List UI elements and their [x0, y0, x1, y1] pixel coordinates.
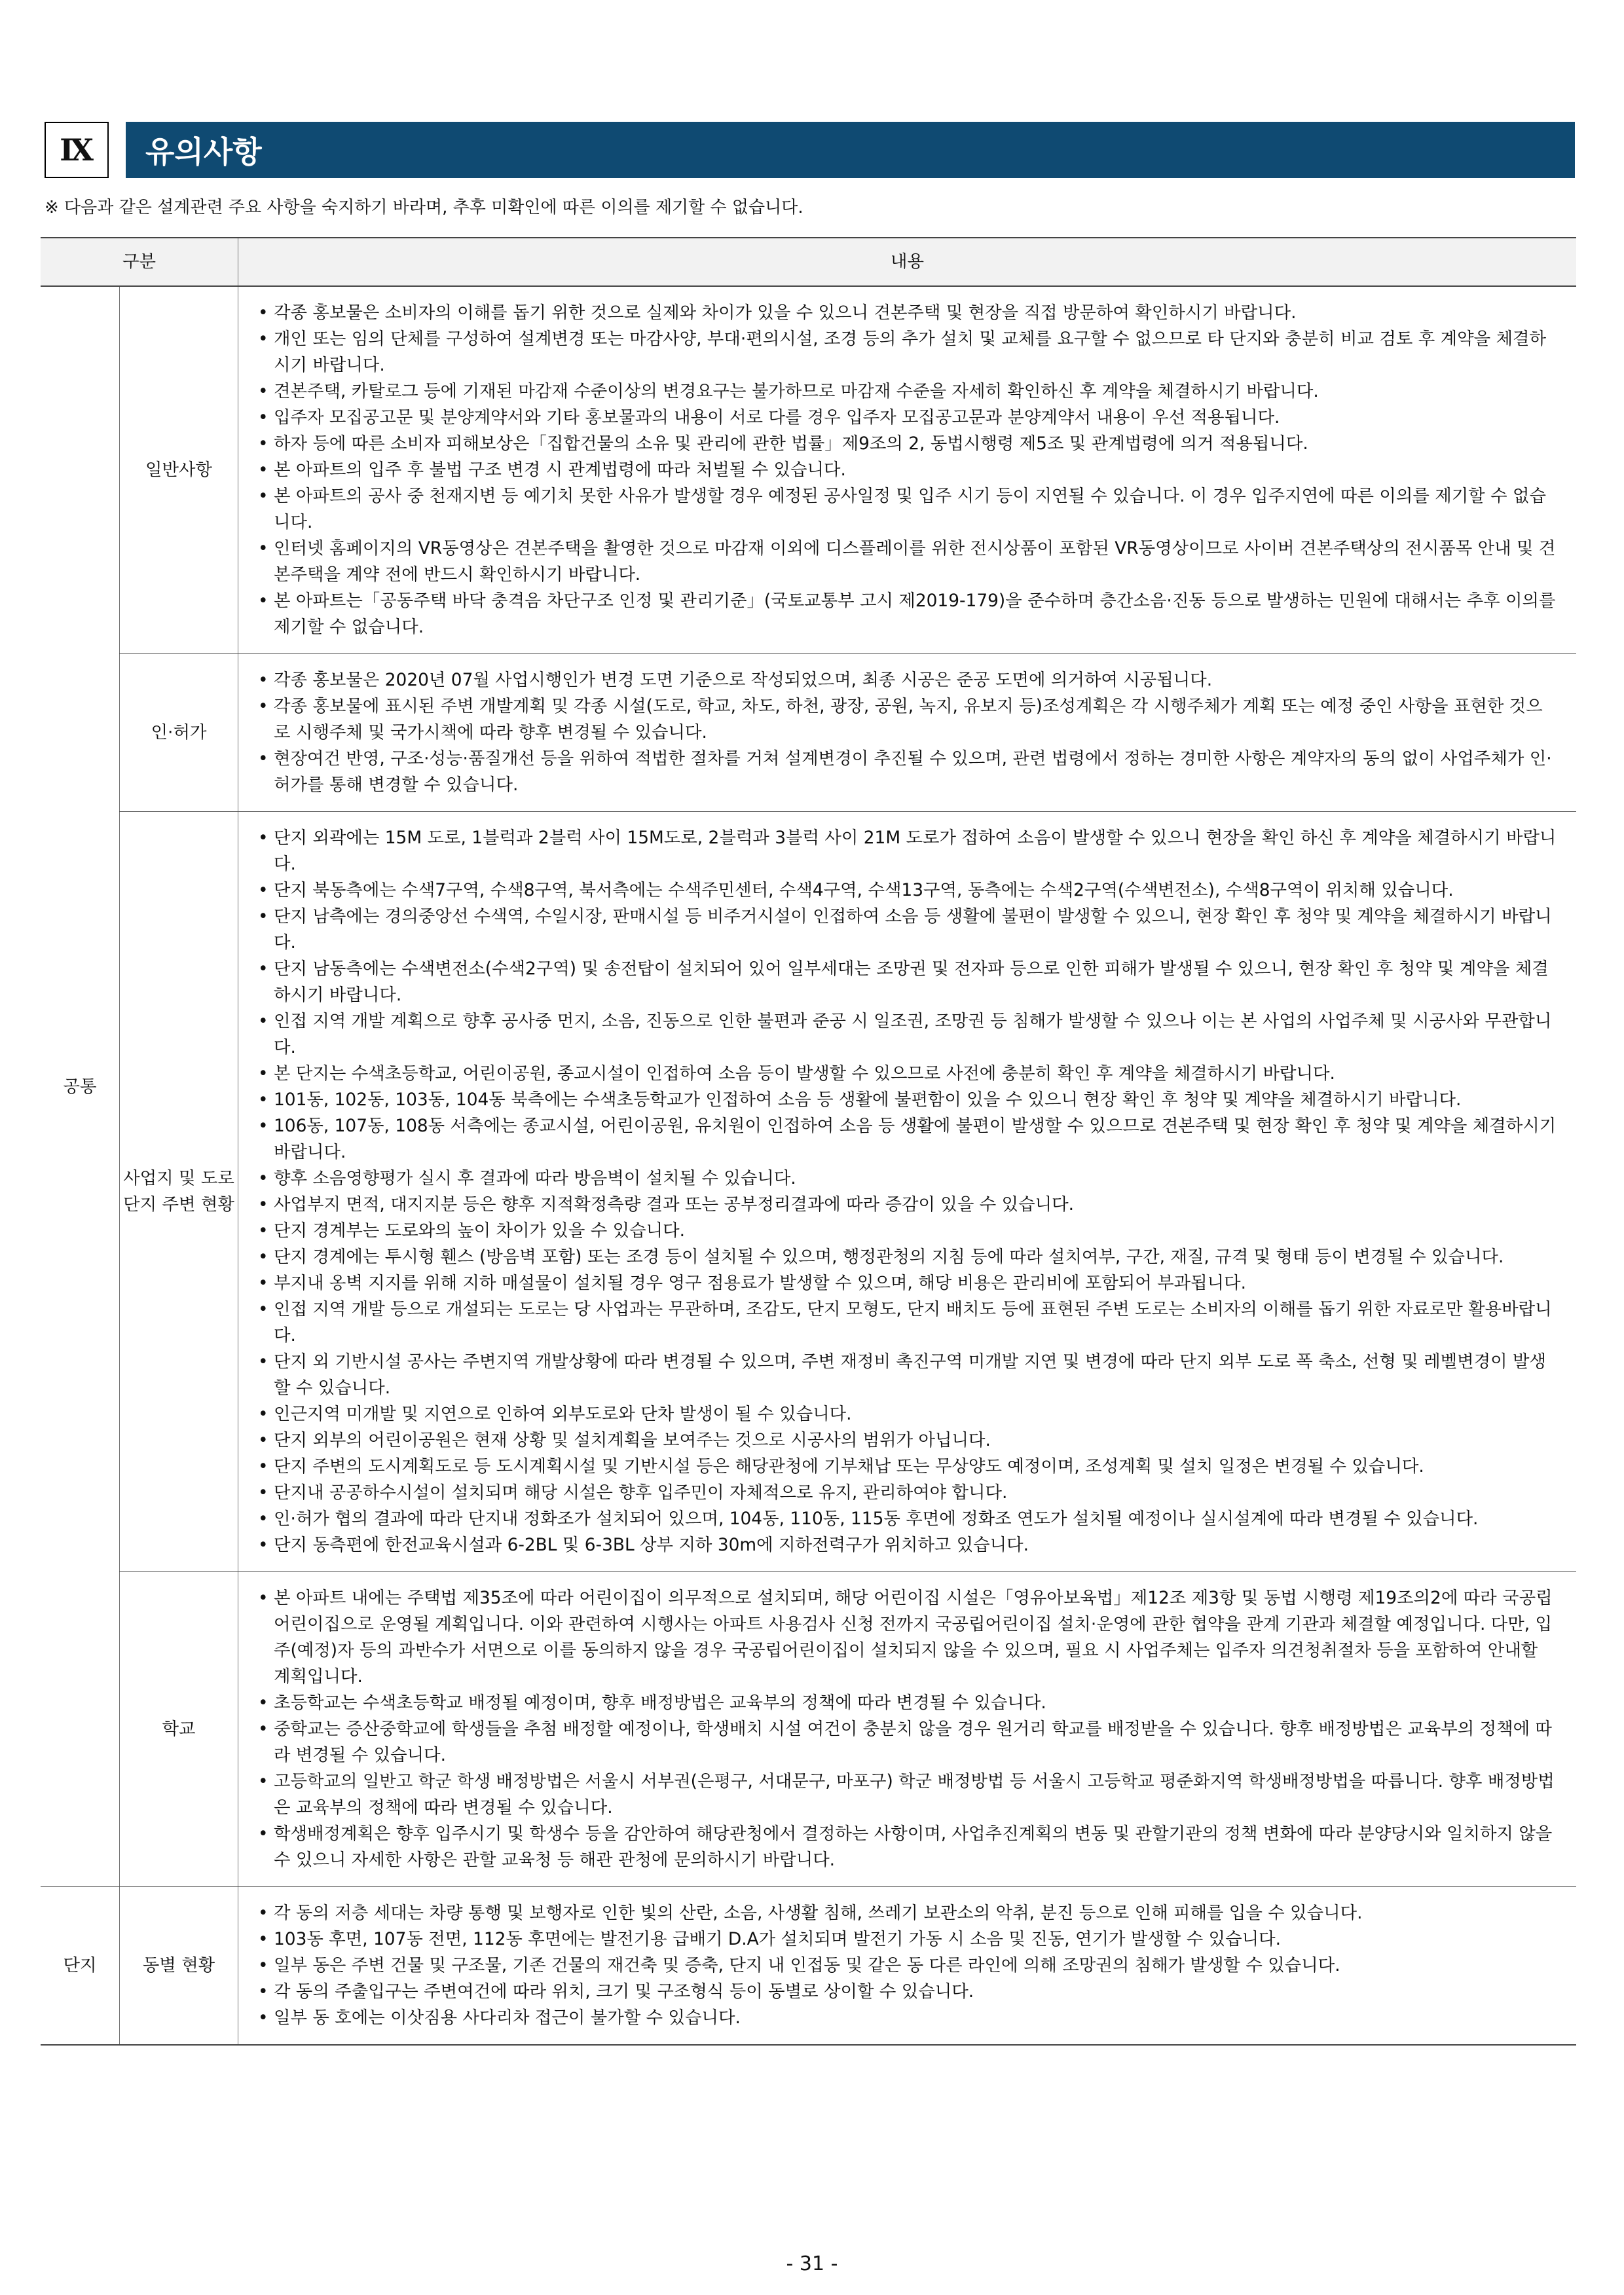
list-item: • 단지 주변의 도시계획도로 등 도시계획시설 및 기반시설 등은 해당관청에 기부채납 또는 무상양도 예정이며, 조성계획 및 설치 일정은 변경될 수 있습니다.: [258, 1454, 1557, 1480]
list-item: • 일부 동은 주변 건물 및 구조물, 기존 건물의 재건축 및 증축, 단지 내 인접동 및 같은 동 다른 라인에 의해 조망권의 침해가 발생할 수 있습니다.: [258, 1953, 1557, 1979]
list-item: • 현장여건 반영, 구조·성능·품질개선 등을 위하여 적법한 절차를 거쳐 설계변경이 추진될 수 있으며, 관련 법령에서 정하는 경미한 사항은 계약자의 동의 없이 사업주체가 인·허가를 통해 변경할 수 있습니다.: [258, 746, 1557, 798]
table-row: [41, 1572, 1576, 1887]
table-row: [41, 1887, 1576, 2046]
item-list: [238, 1887, 1576, 2044]
row-category: 일반사항: [120, 286, 238, 654]
list-item: • 입주자 모집공고문 및 분양계약서와 기타 홍보물과의 내용이 서로 다를 경우 입주자 모집공고문과 분양계약서 내용이 우선 적용됩니다.: [258, 405, 1557, 431]
item-list: [238, 812, 1576, 1571]
row-category: 사업지 및 도로 단지 주변 현황: [120, 812, 238, 1572]
list-item: • 인접 지역 개발 계획으로 향후 공사중 먼지, 소음, 진동으로 인한 불편과 준공 시 일조권, 조망권 등 침해가 발생할 수 있으나 이는 본 사업의 사업주체 및 시공사와 무관합니다.: [258, 1008, 1557, 1061]
list-item: • 단지내 공공하수시설이 설치되며 해당 시설은 향후 입주민이 자체적으로 유지, 관리하여야 합니다.: [258, 1480, 1557, 1506]
header-content: 내용: [238, 238, 1577, 286]
list-item: • 본 단지는 수색초등학교, 어린이공원, 종교시설이 인접하여 소음 등이 발생할 수 있으므로 사전에 충분히 확인 후 계약을 체결하시기 바랍니다.: [258, 1061, 1557, 1087]
group-label-common: 공통: [41, 286, 120, 1887]
list-item: • 단지 동측편에 한전교육시설과 6-2BL 및 6-3BL 상부 지하 30m에 지하전력구가 위치하고 있습니다.: [258, 1532, 1557, 1558]
row-content: [238, 1887, 1577, 2046]
row-category: 동별 현황: [120, 1887, 238, 2046]
section-number: Ⅸ: [45, 122, 109, 178]
list-item: • 개인 또는 임의 단체를 구성하여 설계변경 또는 마감사양, 부대·편의시설, 조경 등의 추가 설치 및 교체를 요구할 수 없으므로 타 단지와 충분히 비교 검토 후 계약을 체결하시기 바랍니다.: [258, 326, 1557, 378]
item-list: [238, 287, 1576, 653]
row-content: [238, 654, 1577, 812]
table-row: [41, 812, 1576, 1572]
list-item: • 본 아파트의 공사 중 천재지변 등 예기치 못한 사유가 발생할 경우 예정된 공사일정 및 입주 시기 등이 지연될 수 있습니다. 이 경우 입주지연에 따른 이의를 제기할 수 없습니다.: [258, 483, 1557, 536]
list-item: • 단지 경계에는 투시형 휀스 (방음벽 포함) 또는 조경 등이 설치될 수 있으며, 행정관청의 지침 등에 따라 설치여부, 구간, 재질, 규격 및 형태 등이 변경될 수 있습니다.: [258, 1244, 1557, 1270]
list-item: • 중학교는 증산중학교에 학생들을 추첨 배정할 예정이나, 학생배치 시설 여건이 충분치 않을 경우 원거리 학교를 배정받을 수 있습니다. 향후 배정방법은 교육부의 정책에 따라 변경될 수 있습니다.: [258, 1716, 1557, 1769]
list-item: • 106동, 107동, 108동 서측에는 종교시설, 어린이공원, 유치원이 인접하여 소음 등 생활에 불편이 발생할 수 있으므로 견본주택 및 현장 확인 후 청약 및 계약을 체결하시기 바랍니다.: [258, 1113, 1557, 1166]
list-item: • 인근지역 미개발 및 지연으로 인하여 외부도로와 단차 발생이 될 수 있습니다.: [258, 1401, 1557, 1427]
list-item: • 하자 등에 따른 소비자 피해보상은「집합건물의 소유 및 관리에 관한 법률」제9조의 2, 동법시행령 제5조 및 관계법령에 의거 적용됩니다.: [258, 431, 1557, 457]
row-content: [238, 1572, 1577, 1887]
row-category: 학교: [120, 1572, 238, 1887]
list-item: • 사업부지 면적, 대지지분 등은 향후 지적확정측량 결과 또는 공부정리결과에 따라 증감이 있을 수 있습니다.: [258, 1192, 1557, 1218]
list-item: • 103동 후면, 107동 전면, 112동 후면에는 발전기용 급배기 D.A가 설치되며 발전기 가동 시 소음 및 진동, 연기가 발생할 수 있습니다.: [258, 1926, 1557, 1953]
table-row: [41, 286, 1576, 654]
list-item: • 인터넷 홈페이지의 VR동영상은 견본주택을 촬영한 것으로 마감재 이외에 디스플레이를 위한 전시상품이 포함된 VR동영상이므로 사이버 견본주택상의 전시품목 안내 및 견본주택을 계약 전에 반드시 확인하시기 바랍니다.: [258, 536, 1557, 588]
list-item: • 단지 북동측에는 수색7구역, 수색8구역, 북서측에는 수색주민센터, 수색4구역, 수색13구역, 동측에는 수색2구역(수색변전소), 수색8구역이 위치해 있습니다.: [258, 877, 1557, 904]
list-item: • 일부 동 호에는 이삿짐용 사다리차 접근이 불가할 수 있습니다.: [258, 2005, 1557, 2031]
row-content: [238, 812, 1577, 1572]
section-header: [45, 122, 1575, 181]
list-item: • 부지내 옹벽 지지를 위해 지하 매설물이 설치될 경우 영구 점용료가 발생할 수 있으며, 해당 비용은 관리비에 포함되어 부과됩니다.: [258, 1270, 1557, 1296]
list-item: • 단지 경계부는 도로와의 높이 차이가 있을 수 있습니다.: [258, 1218, 1557, 1244]
table-header-row: [41, 238, 1576, 286]
list-item: • 인접 지역 개발 등으로 개설되는 도로는 당 사업과는 무관하며, 조감도, 단지 모형도, 단지 배치도 등에 표현된 주변 도로는 소비자의 이해를 돕기 위한 자료로만 활용바랍니다.: [258, 1296, 1557, 1349]
list-item: • 본 아파트의 입주 후 불법 구조 변경 시 관계법령에 따라 처벌될 수 있습니다.: [258, 457, 1557, 483]
list-item: • 본 아파트 내에는 주택법 제35조에 따라 어린이집이 의무적으로 설치되며, 해당 어린이집 시설은「영유아보육법」제12조 제3항 및 동법 시행령 제19조의2에 따라 국공립어린이집으로 운영될 계획입니다. 이와 관련하여 시행사는 아파트 사용검사 신청 전까지 국공립어린이집 설치·운영에 관한 협약을 관계 기관과 체결할 예정입니다. 다만, 입주(예정)자 등의 과반수가 서면으로 이를 동의하지 않을 경우 국공립어린이집이 설치되지 않을 수 있으며, 필요 시 사업주체는 입주자 의견청취절차 등을 포함하여 안내할 계획입니다.: [258, 1585, 1557, 1690]
list-item: • 초등학교는 수색초등학교 배정될 예정이며, 향후 배정방법은 교육부의 정책에 따라 변경될 수 있습니다.: [258, 1690, 1557, 1716]
list-item: • 단지 외곽에는 15M 도로, 1블럭과 2블럭 사이 15M도로, 2블럭과 3블럭 사이 21M 도로가 접하여 소음이 발생할 수 있으니 현장을 확인 하신 후 계약을 체결하시기 바랍니다.: [258, 825, 1557, 877]
notice-text: ※ 다음과 같은 설계관련 주요 사항을 숙지하기 바라며, 추후 미확인에 따른 이의를 제기할 수 없습니다.: [45, 198, 803, 217]
list-item: • 인·허가 협의 결과에 따라 단지내 정화조가 설치되어 있으며, 104동, 110동, 115동 후면에 정화조 연도가 설치될 예정이나 실시설계에 따라 변경될 수 있습니다.: [258, 1506, 1557, 1532]
list-item: • 각종 홍보물은 소비자의 이해를 돕기 위한 것으로 실제와 차이가 있을 수 있으니 견본주택 및 현장을 직접 방문하여 확인하시기 바랍니다.: [258, 300, 1557, 326]
list-item: • 단지 외부의 어린이공원은 현재 상황 및 설치계획을 보여주는 것으로 시공사의 범위가 아닙니다.: [258, 1427, 1557, 1454]
list-item: • 단지 외 기반시설 공사는 주변지역 개발상황에 따라 변경될 수 있으며, 주변 재정비 촉진구역 미개발 지연 및 변경에 따라 단지 외부 도로 폭 축소, 선형 및 레벨변경이 발생할 수 있습니다.: [258, 1349, 1557, 1401]
page-number: - 31 -: [786, 2252, 838, 2275]
list-item: • 각종 홍보물에 표시된 주변 개발계획 및 각종 시설(도로, 학교, 차도, 하천, 광장, 공원, 녹지, 유보지 등)조성계획은 각 시행주체가 계획 또는 예정 중인 사항을 표현한 것으로 시행주체 및 국가시책에 따라 향후 변경될 수 있습니다.: [258, 693, 1557, 746]
list-item: • 단지 남동측에는 수색변전소(수색2구역) 및 송전탑이 설치되어 있어 일부세대는 조망권 및 전자파 등으로 인한 피해가 발생될 수 있으니, 현장 확인 후 청약 및 계약을 체결하시기 바랍니다.: [258, 956, 1557, 1008]
list-item: • 각종 홍보물은 2020년 07월 사업시행인가 변경 도면 기준으로 작성되었으며, 최종 시공은 준공 도면에 의거하여 시공됩니다.: [258, 667, 1557, 693]
list-item: • 101동, 102동, 103동, 104동 북측에는 수색초등학교가 인접하여 소음 등 생활에 불편함이 있을 수 있으니 현장 확인 후 청약 및 계약을 체결하시기 바랍니다.: [258, 1087, 1557, 1113]
list-item: • 본 아파트는「공동주택 바닥 충격음 차단구조 인정 및 관리기준」(국토교통부 고시 제2019-179)을 준수하며 층간소음·진동 등으로 발생하는 민원에 대해서는 추후 이의를 제기할 수 없습니다.: [258, 588, 1557, 640]
list-item: • 단지 남측에는 경의중앙선 수색역, 수일시장, 판매시설 등 비주거시설이 인접하여 소음 등 생활에 불편이 발생할 수 있으니, 현장 확인 후 청약 및 계약을 체결하시기 바랍니다.: [258, 904, 1557, 956]
item-list: [238, 1572, 1576, 1886]
header-category: 구분: [41, 238, 238, 286]
item-list: [238, 654, 1576, 811]
section-title: 유의사항: [126, 122, 1575, 178]
list-item: • 향후 소음영향평가 실시 후 결과에 따라 방음벽이 설치될 수 있습니다.: [258, 1166, 1557, 1192]
precautions-table: [41, 237, 1576, 2046]
group-label-complex: 단지: [41, 1887, 120, 2046]
table-row: [41, 654, 1576, 812]
list-item: • 견본주택, 카탈로그 등에 기재된 마감재 수준이상의 변경요구는 불가하므로 마감재 수준을 자세히 확인하신 후 계약을 체결하시기 바랍니다.: [258, 378, 1557, 405]
list-item: • 각 동의 저층 세대는 차량 통행 및 보행자로 인한 빛의 산란, 소음, 사생활 침해, 쓰레기 보관소의 악취, 분진 등으로 인해 피해를 입을 수 있습니다.: [258, 1900, 1557, 1926]
list-item: • 고등학교의 일반고 학군 학생 배정방법은 서울시 서부권(은평구, 서대문구, 마포구) 학군 배정방법 등 서울시 고등학교 평준화지역 학생배정방법을 따릅니다. 향후 배정방법은 교육부의 정책에 따라 변경될 수 있습니다.: [258, 1769, 1557, 1821]
list-item: • 각 동의 주출입구는 주변여건에 따라 위치, 크기 및 구조형식 등이 동별로 상이할 수 있습니다.: [258, 1979, 1557, 2005]
row-content: [238, 286, 1577, 654]
row-category: 인·허가: [120, 654, 238, 812]
list-item: • 학생배정계획은 향후 입주시기 및 학생수 등을 감안하여 해당관청에서 결정하는 사항이며, 사업추진계획의 변동 및 관할기관의 정책 변화에 따라 분양당시와 일치하지 않을 수 있으니 자세한 사항은 관할 교육청 등 해관 관청에 문의하시기 바랍니다.: [258, 1821, 1557, 1873]
